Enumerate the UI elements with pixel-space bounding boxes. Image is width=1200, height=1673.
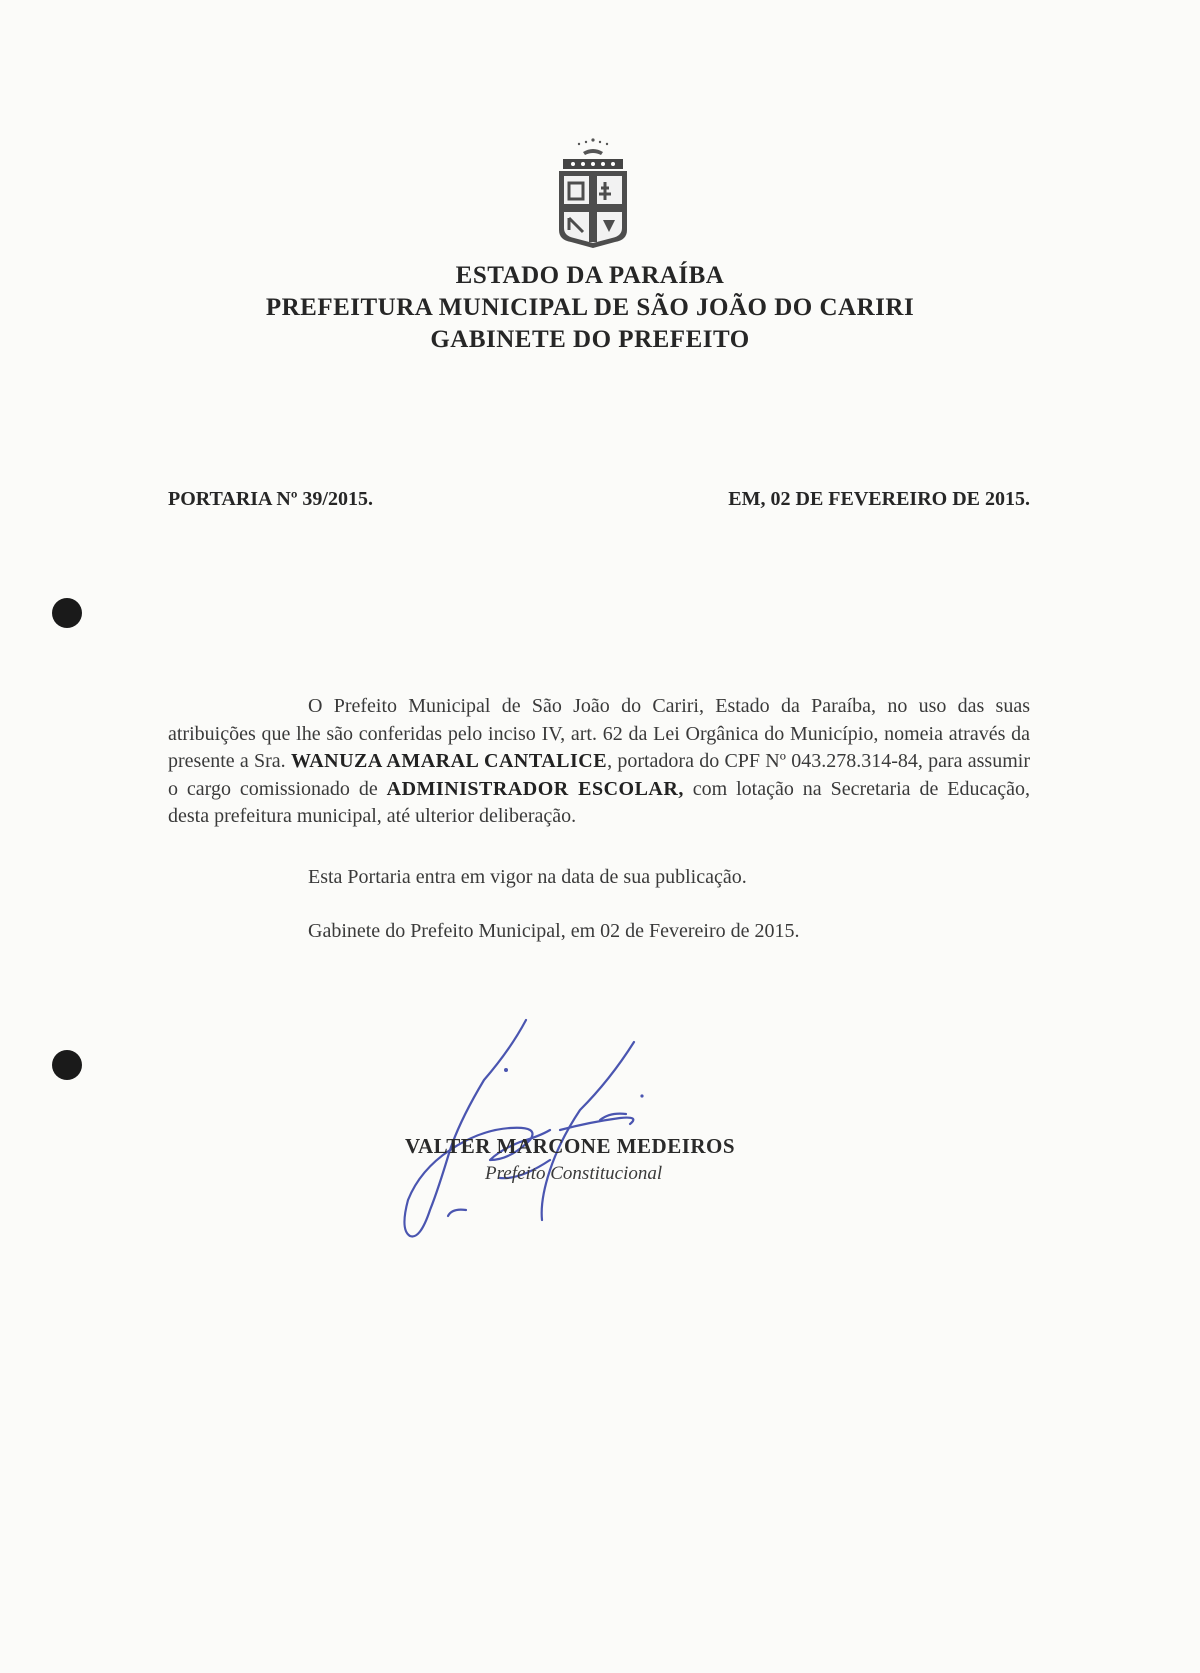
header-state: ESTADO DA PARAÍBA	[455, 262, 725, 289]
effective-date-paragraph: Esta Portaria entra em vigor na data de sua publicação.	[308, 866, 747, 888]
appointed-role: ADMINISTRADOR ESCOLAR,	[386, 777, 684, 800]
closing-paragraph: Gabinete do Prefeito Municipal, em 02 de Fevereiro de 2015.	[308, 920, 800, 942]
header-municipality: PREFEITURA MUNICIPAL DE SÃO JOÃO DO CARIRI	[265, 294, 915, 321]
nominee-name: WANUZA AMARAL CANTALICE	[290, 750, 608, 772]
punch-hole-bottom	[52, 1050, 82, 1080]
portaria-date: EM, 02 DE FEVEREIRO DE 2015.	[728, 488, 1030, 510]
header-office: GABINETE DO PREFEITO	[430, 326, 750, 353]
nomination-text-2: , portadora do CPF Nº 043.278.314-84, para assumir o cargo comissionado de	[168, 750, 1030, 800]
punch-hole-top	[52, 598, 82, 628]
body-paragraph-nomination	[168, 693, 1030, 831]
portaria-number: PORTARIA Nº 39/2015.	[168, 488, 373, 510]
handwritten-signature	[390, 1010, 710, 1250]
nomination-text-1: O Prefeito Municipal de São João do Cariri, Estado da Paraíba, no uso das suas atribuições que lhe são conferidas pelo inciso IV, art. 62 da Lei Orgânica do Município, nomeia através da presente a Sra.	[168, 695, 1030, 772]
signer-title: Prefeito Constitucional	[485, 1163, 663, 1184]
signer-name: VALTER MARCONE MEDEIROS	[405, 1134, 736, 1158]
coat-of-arms-emblem	[549, 138, 637, 250]
nomination-text-3: com lotação na Secretaria de Educação, desta prefeitura municipal, até ulterior deliberação.	[168, 777, 1030, 827]
